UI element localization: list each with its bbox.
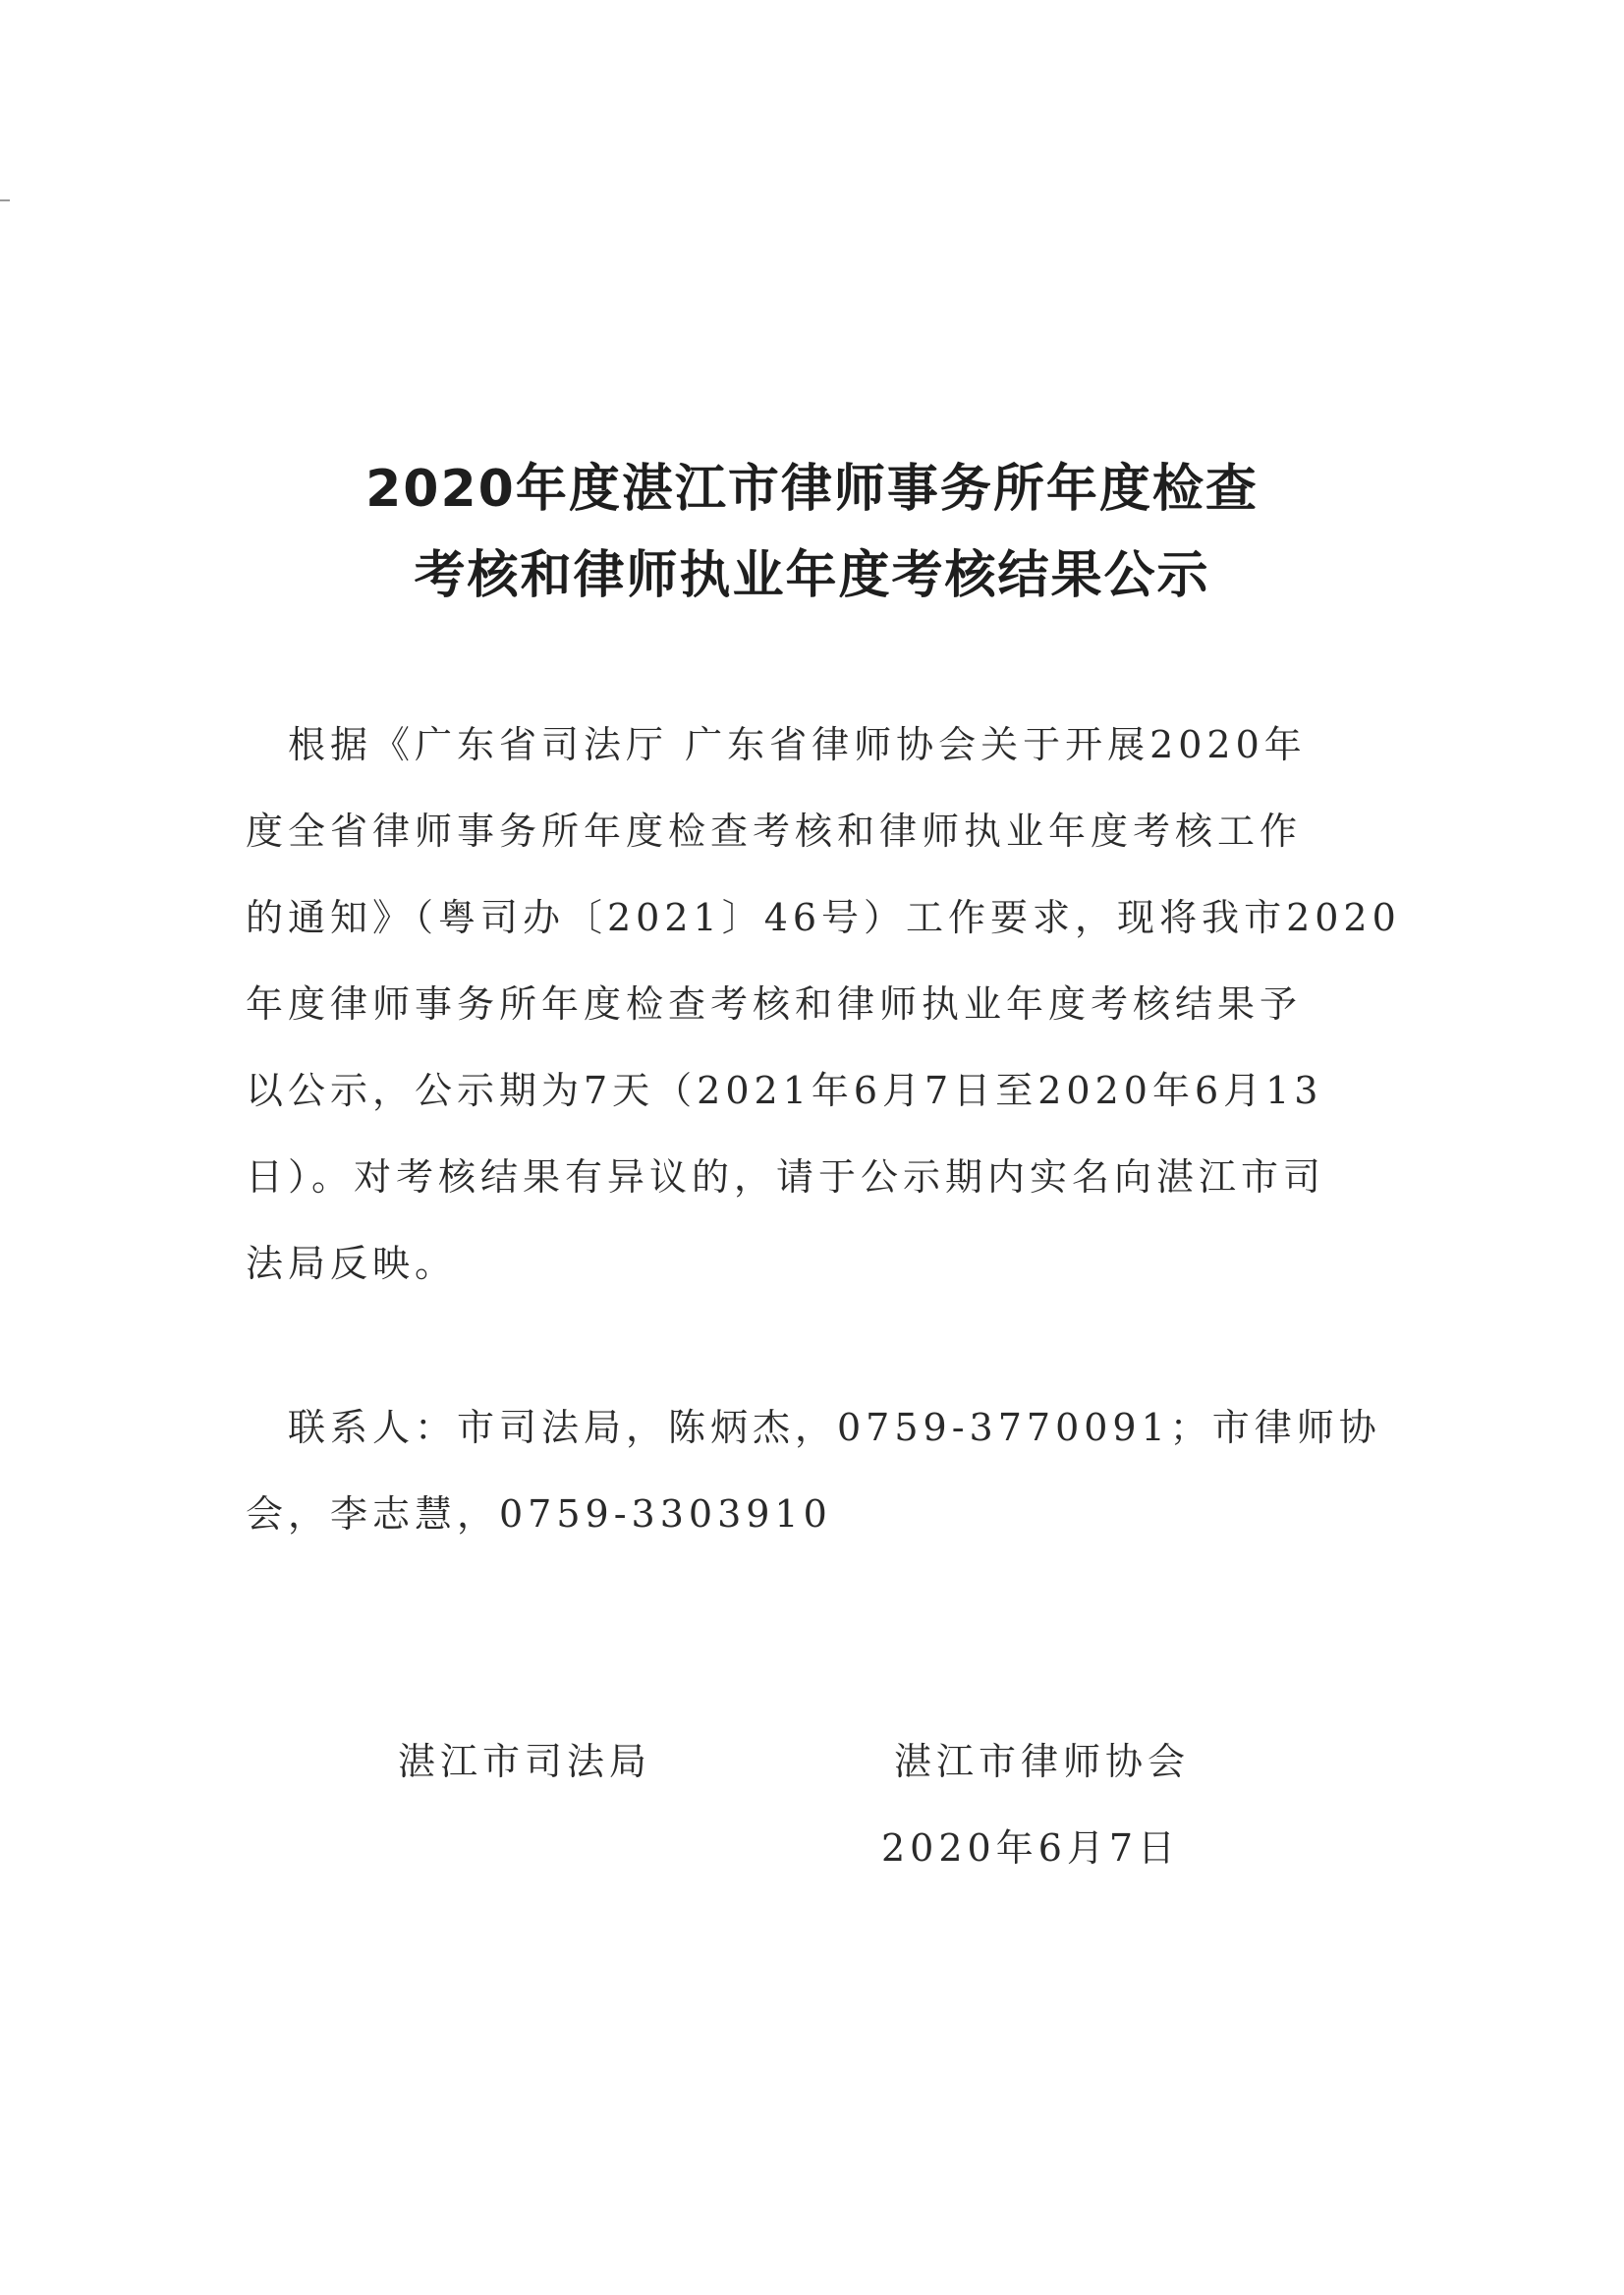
body-line: 的通知》（粤司办〔2021〕46号）工作要求，现将我市2020 [246,896,1401,939]
document-title-line-2: 考核和律师执业年度考核结果公示 [414,546,1210,605]
signature-org-lawyers-association: 湛江市律师协会 [894,1740,1191,1783]
contact-line: 会，李志慧，0759-3303910 [246,1492,832,1536]
document-title-line-1: 2020年度湛江市律师事务所年度检查 [365,460,1259,519]
scan-edge-mark [0,199,10,201]
signature-date: 2020年6月7日 [881,1826,1181,1870]
signature-org-justice-bureau: 湛江市司法局 [398,1740,652,1783]
body-line: 以公示，公示期为7天（2021年6月7日至2020年6月13 [246,1069,1323,1112]
body-line: 根据《广东省司法厅 广东省律师协会关于开展2020年 [246,723,1307,766]
body-line: 度全省律师事务所年度检查考核和律师执业年度考核工作 [246,810,1303,853]
body-line: 年度律师事务所年度检查考核和律师执业年度考核结果予 [246,982,1303,1026]
contact-line: 联系人：市司法局，陈炳杰，0759-3770091；市律师协 [246,1406,1381,1449]
body-line: 法局反映。 [246,1242,458,1285]
body-line: 日）。对考核结果有异议的，请于公示期内实名向湛江市司 [246,1155,1326,1199]
